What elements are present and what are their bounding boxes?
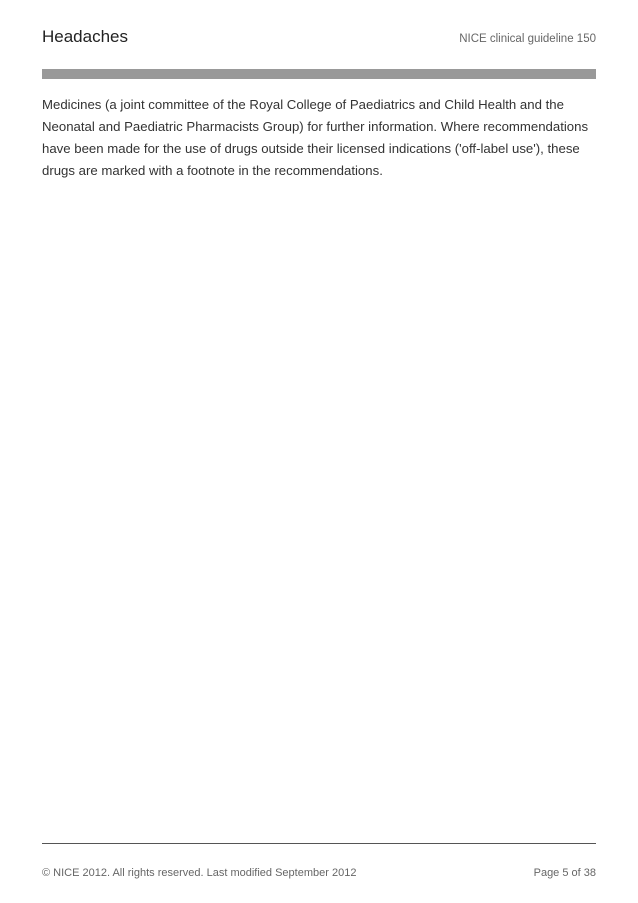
- footer-copyright: © NICE 2012. All rights reserved. Last modified September 2012: [42, 867, 357, 879]
- body-paragraph: Medicines (a joint committee of the Royal College of Paediatrics and Child Health and the Neonatal and Paediatric Pharmacists Group) for further information. Where recommendations have been made for the use of drugs outside their licensed indications ('off-label use'), these drugs are marked with a footnote in the recommendations.: [42, 97, 589, 178]
- guideline-reference: NICE clinical guideline 150: [459, 33, 596, 45]
- document-title: Headaches: [42, 27, 129, 46]
- header-divider-bar: [42, 69, 596, 79]
- footer-divider: [42, 843, 596, 844]
- page-number: Page 5 of 38: [533, 867, 596, 879]
